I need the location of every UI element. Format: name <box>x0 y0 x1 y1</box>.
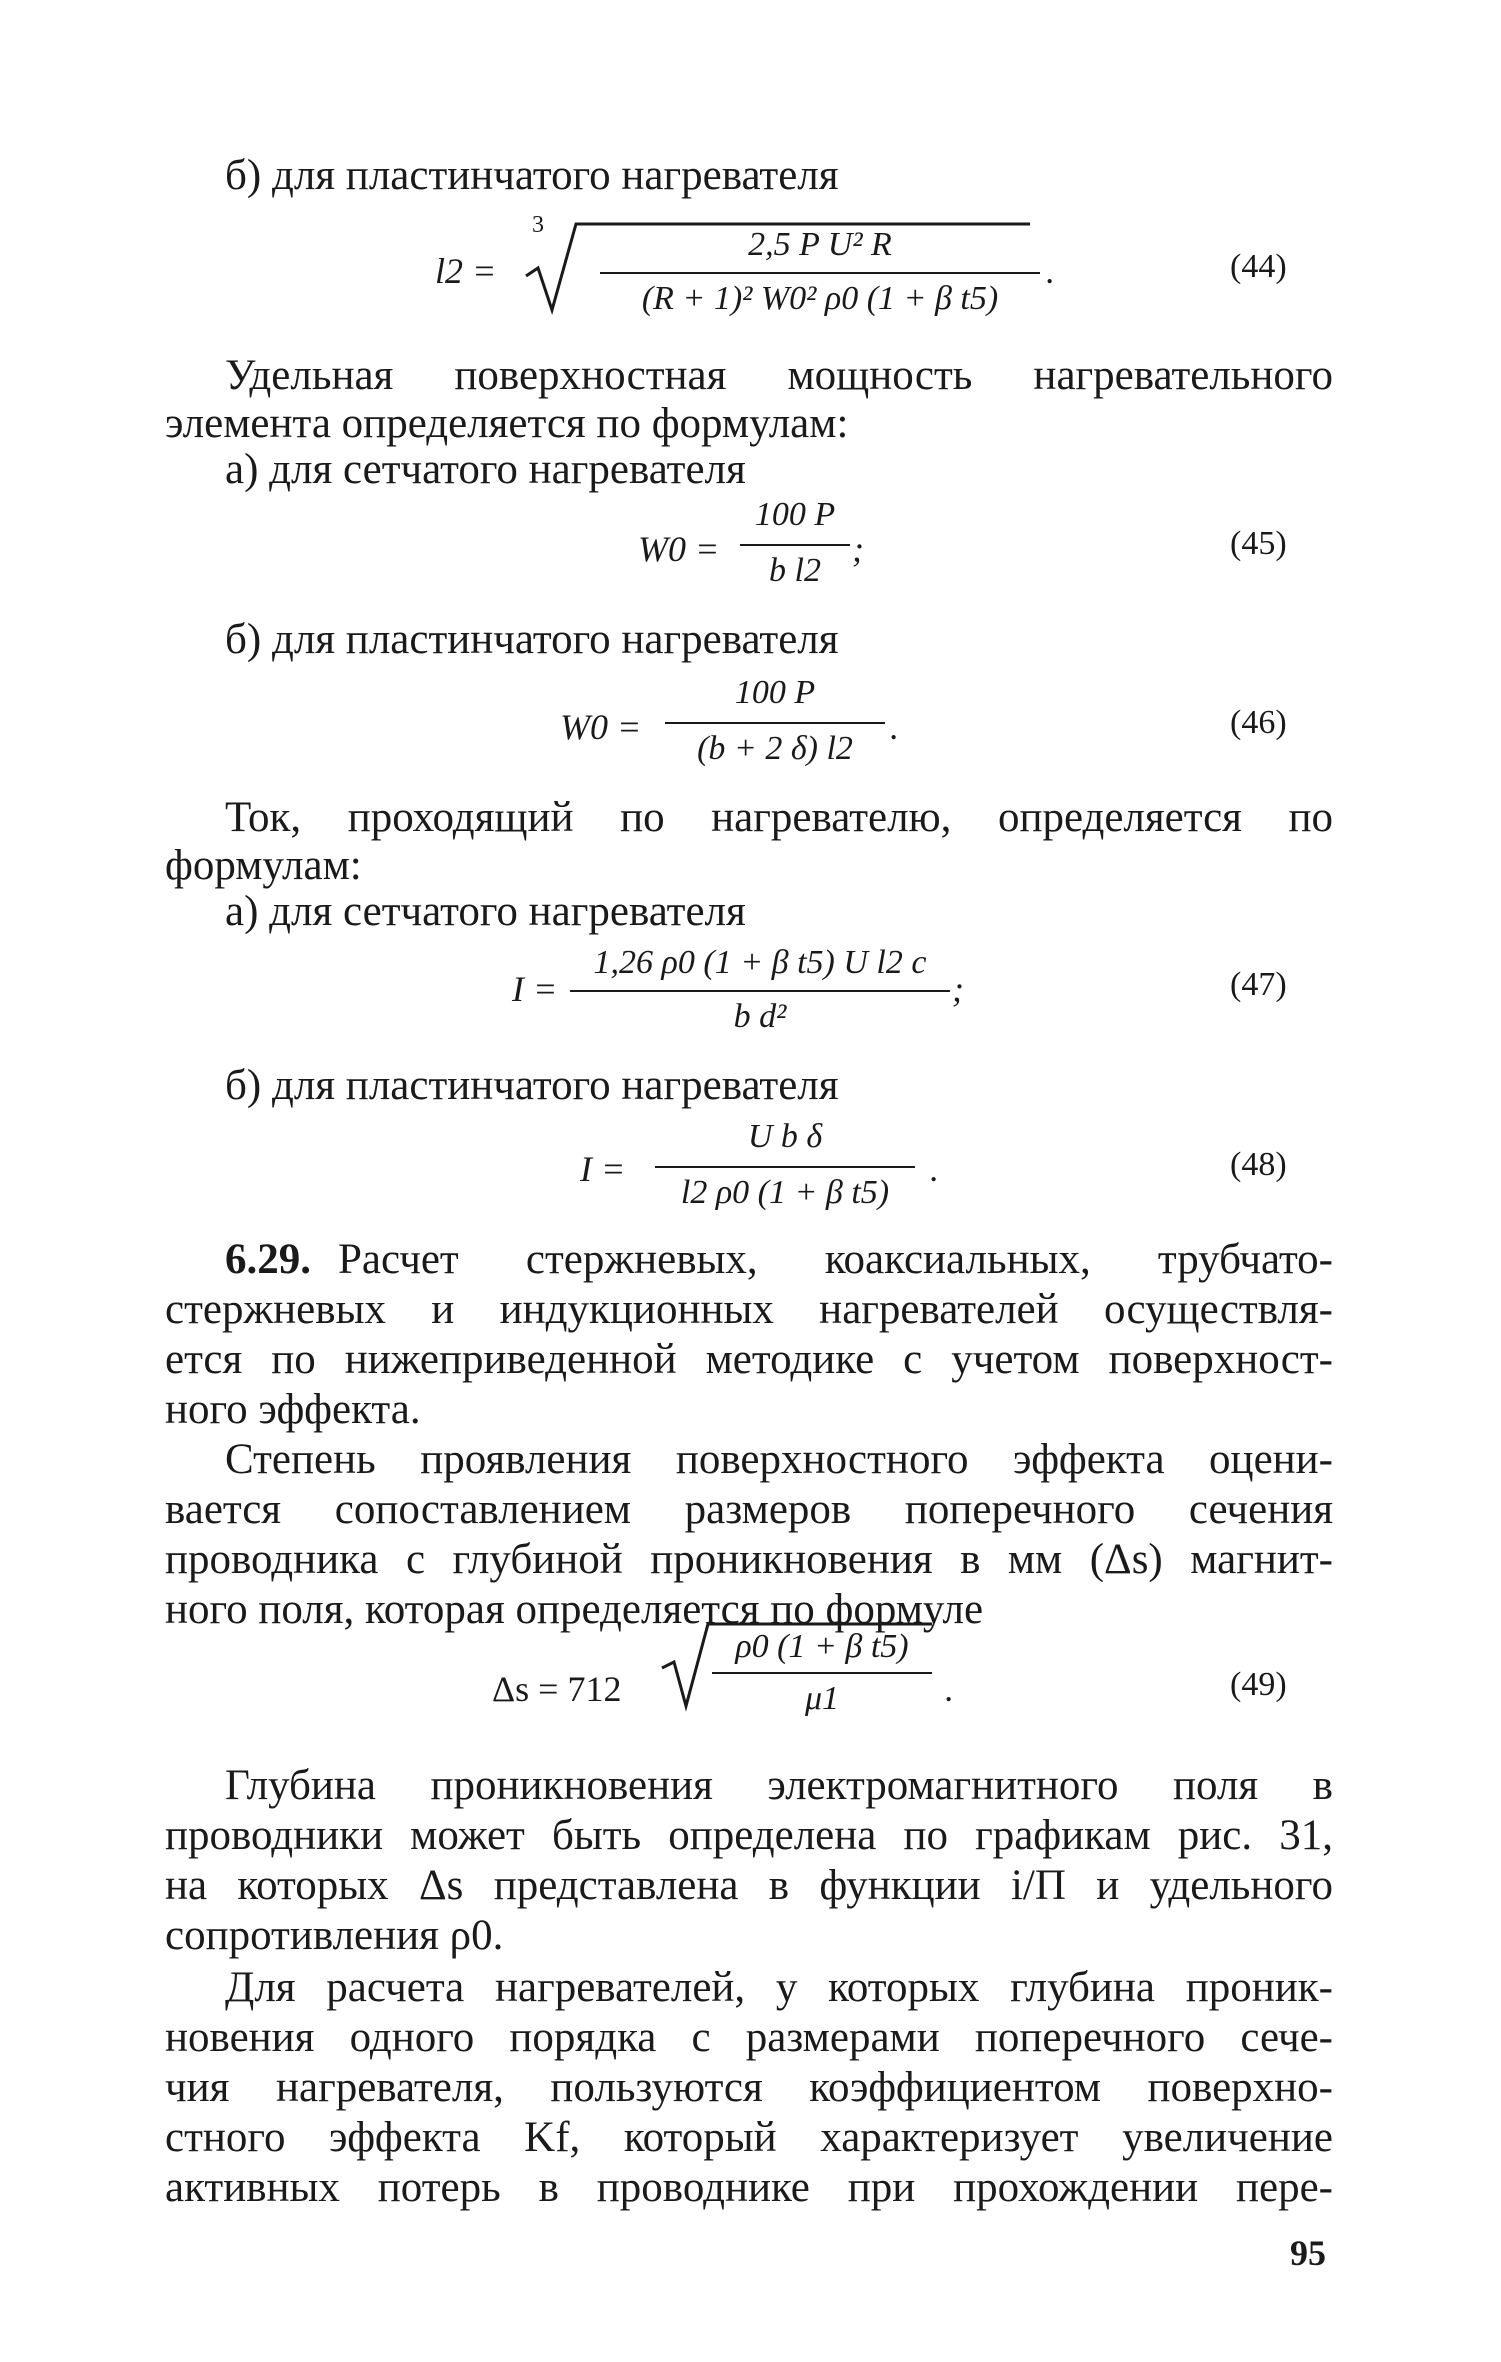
eq45-lhs: W0 = <box>638 529 720 569</box>
para5-line2: проводники может быть определена по графикам рис. 31, <box>165 1812 1333 1859</box>
eq44-fraction-bar <box>600 272 1040 274</box>
eq49-numerator: ρ0 (1 + β t5) <box>735 1628 909 1665</box>
page-number: 95 <box>1290 2233 1326 2273</box>
para6-line3: чия нагревателя, пользуются коэффициентом поверхно- <box>165 2064 1333 2111</box>
eq49-tail: . <box>945 1669 954 1709</box>
eq44-numerator: 2,5 P U² R <box>748 226 892 263</box>
eq44-number: (44) <box>1230 248 1287 285</box>
eq45-numerator: 100 P <box>754 496 836 533</box>
eq46-fraction-bar <box>665 722 885 724</box>
eq49-denominator: μ1 <box>804 1680 840 1717</box>
para4-line3: проводника с глубиной проникновения в мм (Δs) магнит- <box>165 1536 1333 1583</box>
eq48-denominator: l2 ρ0 (1 + β t5) <box>680 1174 890 1211</box>
para6-line1: Для расчета нагревателей, у которых глубина проник- <box>225 1964 1333 2011</box>
eq47-numerator: 1,26 ρ0 (1 + β t5) U l2 c <box>593 944 927 981</box>
para4-line1: Степень проявления поверхностного эффекта оцени- <box>225 1436 1333 1483</box>
eq45-denominator: b l2 <box>769 552 821 589</box>
para3-line2: стержневых и индукционных нагревателей осуществля- <box>165 1286 1333 1333</box>
section-number-text: 6.29. <box>225 1236 311 1283</box>
eq46-number: (46) <box>1230 704 1287 741</box>
eq46-numerator: 100 P <box>734 674 816 711</box>
para5-line3: на которых Δs представлена в функции i/П и удельного <box>165 1862 1333 1909</box>
para1-line2: элемента определяется по формулам: <box>165 400 849 447</box>
eq46-denominator: (b + 2 δ) l2 <box>697 730 853 767</box>
eq44-denominator: (R + 1)² W0² ρ0 (1 + β t5) <box>641 280 999 317</box>
eq44-tail: . <box>1046 251 1055 291</box>
eq47-lhs: I = <box>512 969 558 1009</box>
eq47-number: (47) <box>1230 966 1287 1003</box>
item-b-plate-3: б) для пластинчатого нагревателя <box>225 1062 839 1109</box>
eq45-fraction-bar <box>740 544 850 546</box>
eq48-numerator: U b δ <box>747 1118 823 1155</box>
eq46-lhs: W0 = <box>560 707 642 747</box>
para4-line2: вается сопоставлением размеров поперечного сечения <box>165 1486 1333 1533</box>
eq45-number: (45) <box>1230 525 1287 562</box>
item-a-mesh-1: а) для сетчатого нагревателя <box>225 446 746 493</box>
eq49-fraction-bar <box>712 1672 932 1674</box>
eq44-root-index: 3 <box>532 212 544 238</box>
para3-line1: Расчет стержневых, коаксиальных, трубчато- <box>338 1236 1333 1283</box>
eq47-fraction-bar <box>570 990 950 992</box>
para5-line4: сопротивления ρ0. <box>165 1912 504 1959</box>
eq48-lhs: I = <box>580 1149 626 1189</box>
section-number <box>225 1234 311 1286</box>
para6-line2: новения одного порядка с размерами поперечного сече- <box>165 2014 1333 2061</box>
para3-line4: ного эффекта. <box>165 1386 421 1433</box>
eq48-fraction-bar <box>655 1166 915 1168</box>
eq47-denominator: b d² <box>733 998 787 1035</box>
para6-line5: активных потерь в проводнике при прохождении пере- <box>165 2164 1333 2211</box>
eq46-tail: . <box>890 707 899 747</box>
para4-line4: ного поля, которая определяется по формуле <box>165 1586 984 1633</box>
para2-line1: Ток, проходящий по нагревателю, определяется по <box>225 794 1333 841</box>
para2-line2: формулам: <box>165 842 362 889</box>
eq49-lhs: Δs = 712 <box>492 1669 622 1709</box>
para3-line3: ется по нижеприведенной методике с учетом поверхност- <box>165 1336 1333 1383</box>
eq49-number: (49) <box>1230 1666 1287 1703</box>
para5-line1: Глубина проникновения электромагнитного поля в <box>225 1762 1333 1809</box>
item-a-mesh-2: а) для сетчатого нагревателя <box>225 888 746 935</box>
eq45-tail: ; <box>852 529 864 569</box>
item-b-plate-1: б) для пластинчатого нагревателя <box>225 152 839 199</box>
para1-line1: Удельная поверхностная мощность нагревательного <box>225 352 1333 399</box>
para6-line4: стного эффекта Kf, который характеризует увеличение <box>165 2114 1333 2161</box>
eq44-lhs: l2 = <box>435 251 497 291</box>
item-b-plate-2: б) для пластинчатого нагревателя <box>225 616 839 663</box>
eq48-number: (48) <box>1230 1146 1287 1183</box>
eq47-tail: ; <box>952 969 964 1009</box>
eq48-tail: . <box>930 1149 939 1189</box>
